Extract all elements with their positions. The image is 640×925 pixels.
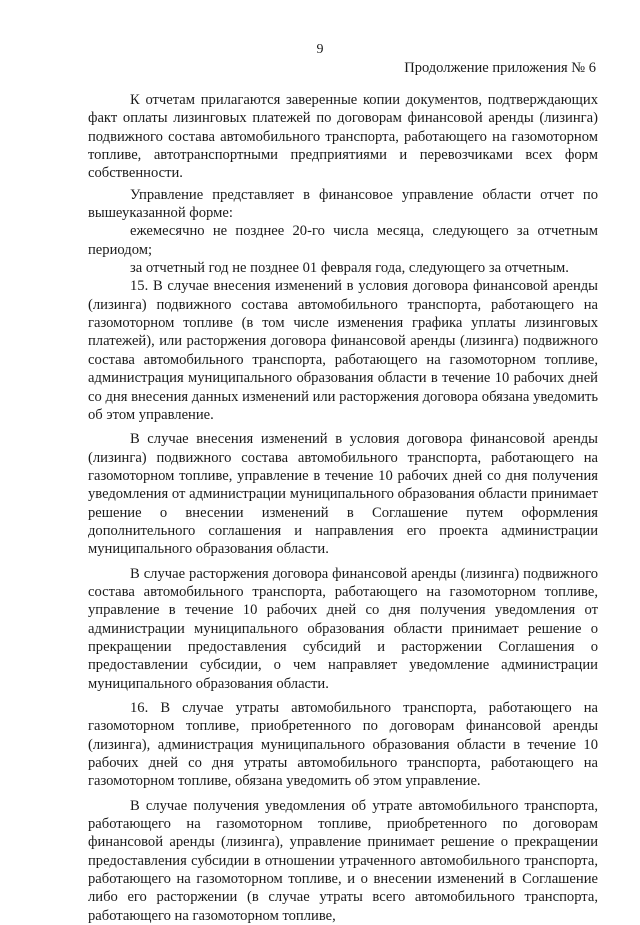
paragraph-yearly: за отчетный год не позднее 01 февраля года, следующего за отчетным. xyxy=(130,260,569,277)
paragraph-loss-notification: В случае получения уведомления об утрате автомобильного транспорта, работающего на газомоторном топливе, приобретенного по договорам финансовой аренды (лизинга), управление принимает решение о прекращении предоставления субсидии в отношении утраченного автомобильного транспорта, работающего на газомоторном топливе, и о внесении изменений в Соглашение либо его расторжении (в случае утраты всего автомобильного транспорта, работающего на газомоторном топливе, xyxy=(88,797,598,924)
paragraph-clause-16: 16. В случае утраты автомобильного транспорта, работающего на газомоторном топливе, приобретенного по договорам финансовой аренды (лизинга), администрация муниципального образования области в течение 10 рабочих дней со дня утраты автомобильного транспорта, работающего на газомоторном топливе, обязана уведомить об этом управление. xyxy=(88,700,598,790)
paragraph-clause-15: 15. В случае внесения изменений в условия договора финансовой аренды (лизинга) подвижного состава автомобильного транспорта, работающего на газомоторном топливе (в том числе изменения графика уплаты лизинговых платежей), или расторжения договора финансовой аренды (лизинга) подвижного состава автомобильного транспорта, работающего на газомоторном топливе, администрация муниципального образования области в течение 10 рабочих дней со дня внесения данных изменений или расторжения договора обязана уведомить об этом управление. xyxy=(88,278,598,423)
paragraph-contract-changes: В случае внесения изменений в условия договора финансовой аренды (лизинга) подвижного состава автомобильного транспорта, работающего на газомоторном топливе, управление в течение 10 рабочих дней со дня получения уведомления от администрации муниципального образования области принимает решение о внесении изменений в Соглашение путем оформления дополнительного соглашения и направления его проекта администрации муниципального образования области. xyxy=(88,431,598,558)
paragraph-report-form: Управление представляет в финансовое управление области отчет по вышеуказанной форме: xyxy=(88,186,598,222)
paragraph-monthly: ежемесячно не позднее 20-го числа месяца, следующего за отчетным периодом; xyxy=(88,223,598,258)
document-body xyxy=(88,91,598,925)
page-number: 9 xyxy=(316,42,324,57)
appendix-continuation-header: Продолжение приложения № 6 xyxy=(404,60,596,76)
paragraph-contract-termination: В случае расторжения договора финансовой аренды (лизинга) подвижного состава автомобильного транспорта, работающего на газомоторном топливе, управление в течение 10 рабочих дней со дня получения уведомления от администрации муниципального образования области принимает решение о прекращении предоставления субсидий и расторжении Соглашения о предоставлении субсидии, о чем направляет уведомление администрации муниципального образования области. xyxy=(88,565,598,692)
paragraph-attachments: К отчетам прилагаются заверенные копии документов, подтверждающих факт оплаты лизинговых платежей по договорам финансовой аренды (лизинга) подвижного состава автомобильного транспорта, работающего на газомоторном топливе, автотранспортными предприятиями и перевозчиками всех форм собственности. xyxy=(88,92,598,182)
